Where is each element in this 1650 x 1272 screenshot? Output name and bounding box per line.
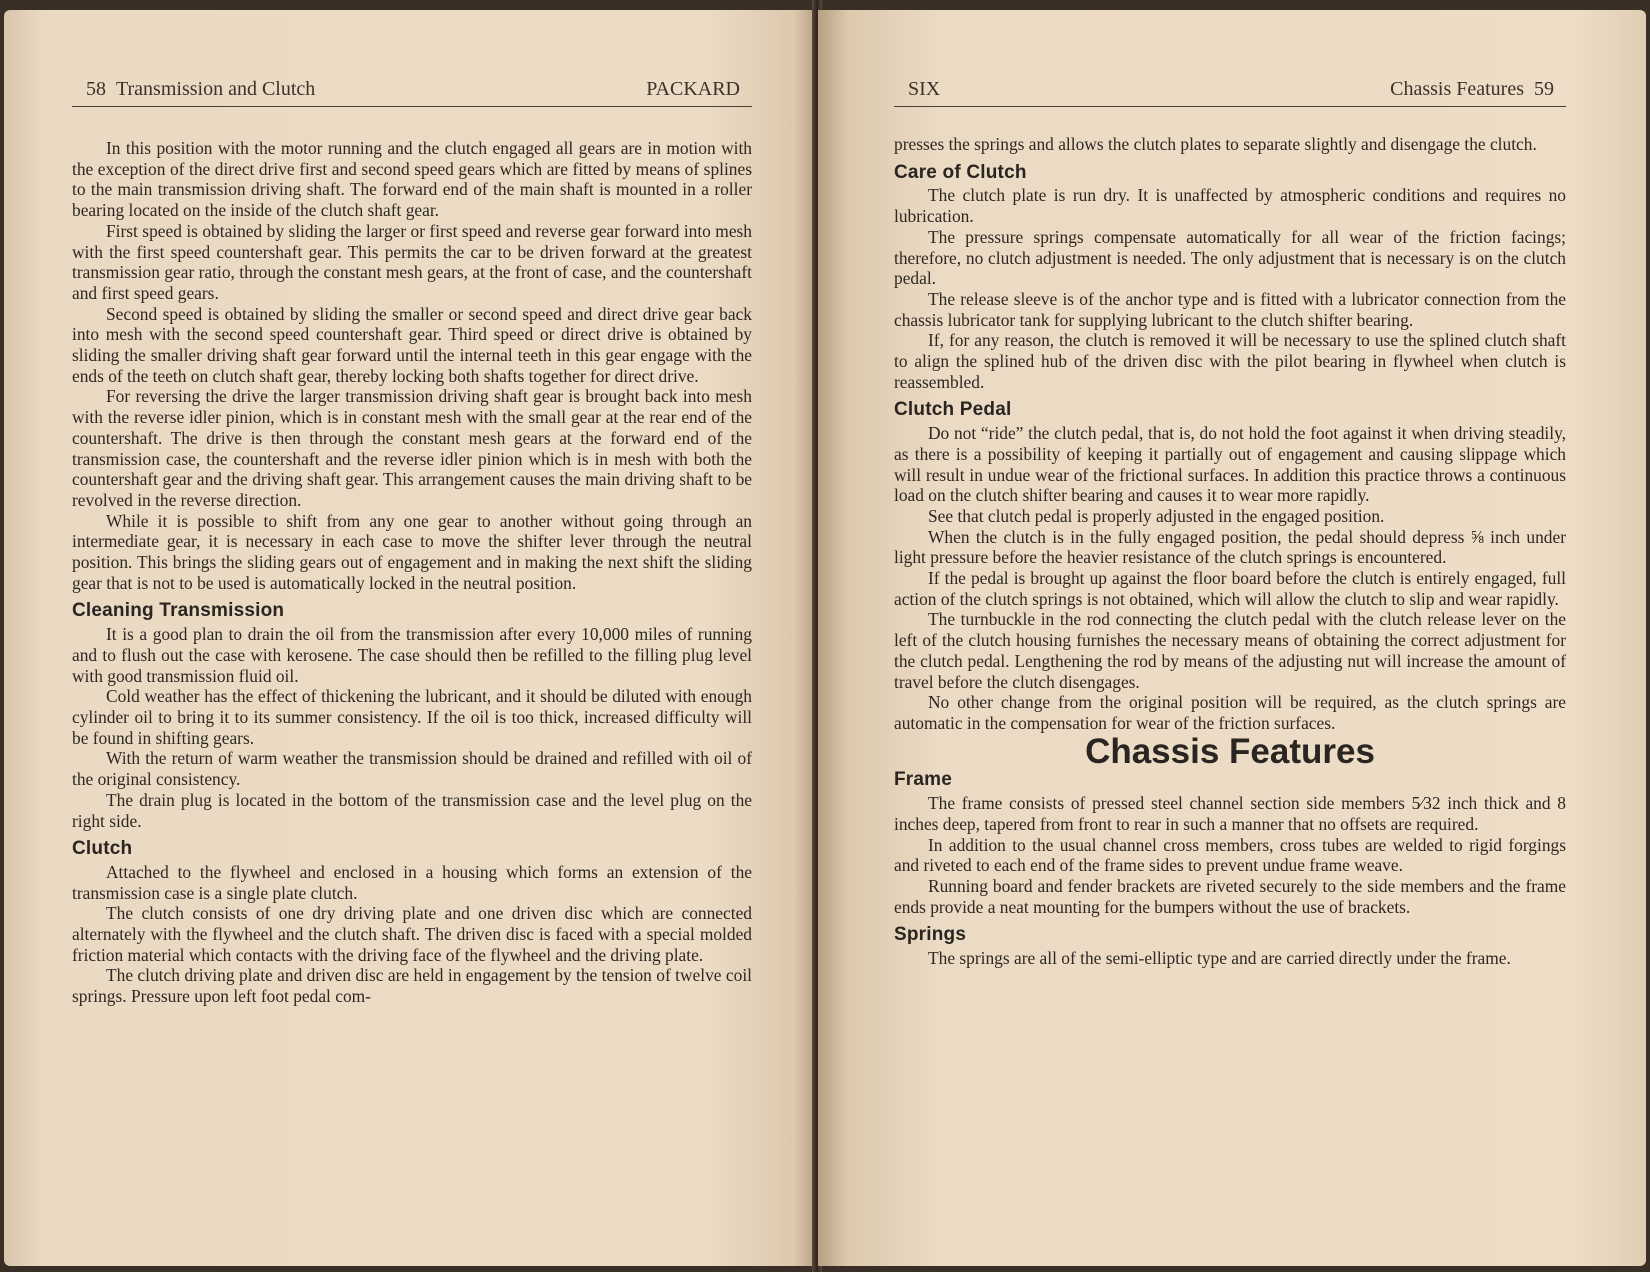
paragraph: The clutch driving plate and driven disc are held in engagement by the tension of twelve coil springs. Pressure upon left foot pedal com- bbox=[72, 965, 752, 1007]
heading-springs: Springs bbox=[894, 924, 967, 946]
right-page bbox=[818, 10, 1646, 1266]
right-page-header bbox=[894, 72, 1566, 107]
paragraph: The clutch plate is run dry. It is unaffected by atmospheric conditions and requires no lubrication. bbox=[894, 185, 1566, 227]
brand-name: PACKARD bbox=[646, 78, 740, 100]
paragraph: Do not “ride” the clutch pedal, that is, do not hold the foot against it when driving steadily, as there is a possibility of keeping it partially out of engagement and causing slippage which will result in undue wear of the frictional surfaces. In addition this practice throws a continuous load on the clutch shifter bearing and causes it to wear more rapidly. bbox=[894, 423, 1566, 506]
heading-clutch-pedal: Clutch Pedal bbox=[894, 399, 1012, 421]
paragraph: The turnbuckle in the rod connecting the clutch pedal with the clutch release lever on the left of the clutch housing furnishes the necessary means of obtaining the correct adjustment for the clutch pedal. Lengthening the rod by means of the adjusting nut will increase the amount of travel before the clutch disengages. bbox=[894, 609, 1566, 692]
right-text-column bbox=[894, 134, 1566, 969]
heading-chassis-features: Chassis Features bbox=[1085, 731, 1375, 771]
heading-frame: Frame bbox=[894, 769, 953, 791]
paragraph: It is a good plan to drain the oil from the transmission after every 10,000 miles of running and to flush out the case with kerosene. The case should then be refilled to the filling plug level with good transmission fluid oil. bbox=[72, 624, 752, 686]
section-title: Chassis Features bbox=[1390, 78, 1524, 100]
paragraph: The drain plug is located in the bottom of the transmission case and the level plug on the right side. bbox=[72, 789, 752, 831]
left-page bbox=[4, 10, 816, 1266]
paragraph: First speed is obtained by sliding the larger or first speed and reverse gear forward into mesh with the first speed countershaft gear. This permits the car to be driven forward at the greatest transmission gear ratio, through the constant mesh gears, at the front of case, and the countershaft and first speed gears. bbox=[72, 220, 752, 303]
paragraph: No other change from the original position will be required, as the clutch springs are automatic in the compensation for wear of the friction surfaces. bbox=[894, 692, 1566, 733]
brand-name: SIX bbox=[908, 78, 941, 100]
paragraph: For reversing the drive the larger transmission driving shaft gear is brought back into mesh with the reverse idler pinion, which is in constant mesh with the small gear at the rear end of the countershaft. The drive is then through the constant mesh gears at the forward end of the transmission case, the countershaft and the reverse idler pinion which is in mesh with both the countershaft gear and the driving shaft gear. This arrangement causes the main driving shaft to be revolved in the reverse direction. bbox=[72, 386, 752, 510]
heading-cleaning-transmission: Cleaning Transmission bbox=[72, 600, 285, 622]
page-number: 59 bbox=[1534, 78, 1554, 100]
paragraph: Second speed is obtained by sliding the smaller or second speed and direct drive gear back into mesh with the second speed countershaft gear. Third speed or direct drive is obtained by sliding the smaller driving shaft gear forward until the internal teeth in this gear engage with the ends of the teeth on clutch shaft gear, thereby locking both shafts together for direct drive. bbox=[72, 303, 752, 386]
paragraph: See that clutch pedal is properly adjusted in the engaged position. bbox=[928, 505, 1385, 526]
paragraph: In this position with the motor running and the clutch engaged all gears are in motion with the exception of the direct drive first and second speed gears which are fitted by means of splines to the main transmission driving shaft. The forward end of the main shaft is mounted in a roller bearing located on the inside of the clutch shaft gear. bbox=[72, 138, 752, 221]
paragraph: When the clutch is in the fully engaged position, the pedal should depress ⅝ inch under light pressure before the heavier resistance of the clutch springs is encountered. bbox=[894, 526, 1566, 568]
left-text-column bbox=[72, 138, 752, 1007]
page-number: 58 bbox=[86, 78, 106, 100]
heading-clutch: Clutch bbox=[72, 838, 133, 860]
paragraph: In addition to the usual channel cross members, cross tubes are welded to rigid forgings and riveted to each end of the frame sides to prevent undue frame weave. bbox=[894, 834, 1566, 876]
left-header-text bbox=[86, 78, 315, 101]
paragraph: Attached to the flywheel and enclosed in a housing which forms an extension of the transmission case is a single plate clutch. bbox=[72, 861, 752, 903]
paragraph: The clutch consists of one dry driving plate and one driven disc which are connected alternately with the flywheel and the clutch shaft. The driven disc is faced with a special molded friction material which contacts with the driving face of the flywheel and the driving plate. bbox=[72, 903, 752, 965]
paragraph: The pressure springs compensate automatically for all wear of the friction facings; therefore, no clutch adjustment is needed. The only adjustment that is necessary is on the clutch pedal. bbox=[894, 226, 1566, 289]
paragraph: With the return of warm weather the transmission should be drained and refilled with oil of the original consistency. bbox=[72, 748, 752, 790]
paragraph: If, for any reason, the clutch is removed it will be necessary to use the splined clutch shaft to align the splined hub of the driven disc with the pilot bearing in flywheel when clutch is reassembled. bbox=[894, 330, 1566, 392]
right-header-text bbox=[1390, 78, 1554, 101]
paragraph: While it is possible to shift from any one gear to another without going through an intermediate gear, it is necessary in each case to move the shifter lever through the neutral position. This brings the sliding gears out of engagement and in making the next shift the sliding gear that is not to be used is automatically locked in the neutral position. bbox=[72, 510, 752, 593]
paragraph: The frame consists of pressed steel channel section side members 5⁄32 inch thick and 8 inches deep, tapered from front to rear in such a manner that no offsets are required. bbox=[894, 793, 1566, 834]
section-title: Transmission and Clutch bbox=[116, 78, 316, 100]
paragraph: If the pedal is brought up against the floor board before the clutch is entirely engaged, full action of the clutch springs is not obtained, which will allow the clutch to slip and wear rapidly. bbox=[894, 568, 1566, 609]
paragraph: presses the springs and allows the clutch plates to separate slightly and disengage the clutch. bbox=[894, 134, 1537, 154]
paragraph: Running board and fender brackets are riveted securely to the side members and the frame ends provide a neat mounting for the bumpers without the use of brackets. bbox=[894, 875, 1566, 917]
paragraph: The release sleeve is of the anchor type and is fitted with a lubricator connection from the chassis lubricator tank for supplying lubricant to the clutch shifter bearing. bbox=[894, 288, 1566, 330]
left-page-header bbox=[72, 72, 752, 107]
heading-care-of-clutch: Care of Clutch bbox=[894, 161, 1027, 183]
paragraph: Cold weather has the effect of thickening the lubricant, and it should be diluted with enough cylinder oil to bring it to its summer consistency. If the oil is too thick, increased difficulty will be found in shifting gears. bbox=[72, 686, 752, 748]
paragraph: The springs are all of the semi-elliptic type and are carried directly under the frame. bbox=[928, 948, 1511, 969]
